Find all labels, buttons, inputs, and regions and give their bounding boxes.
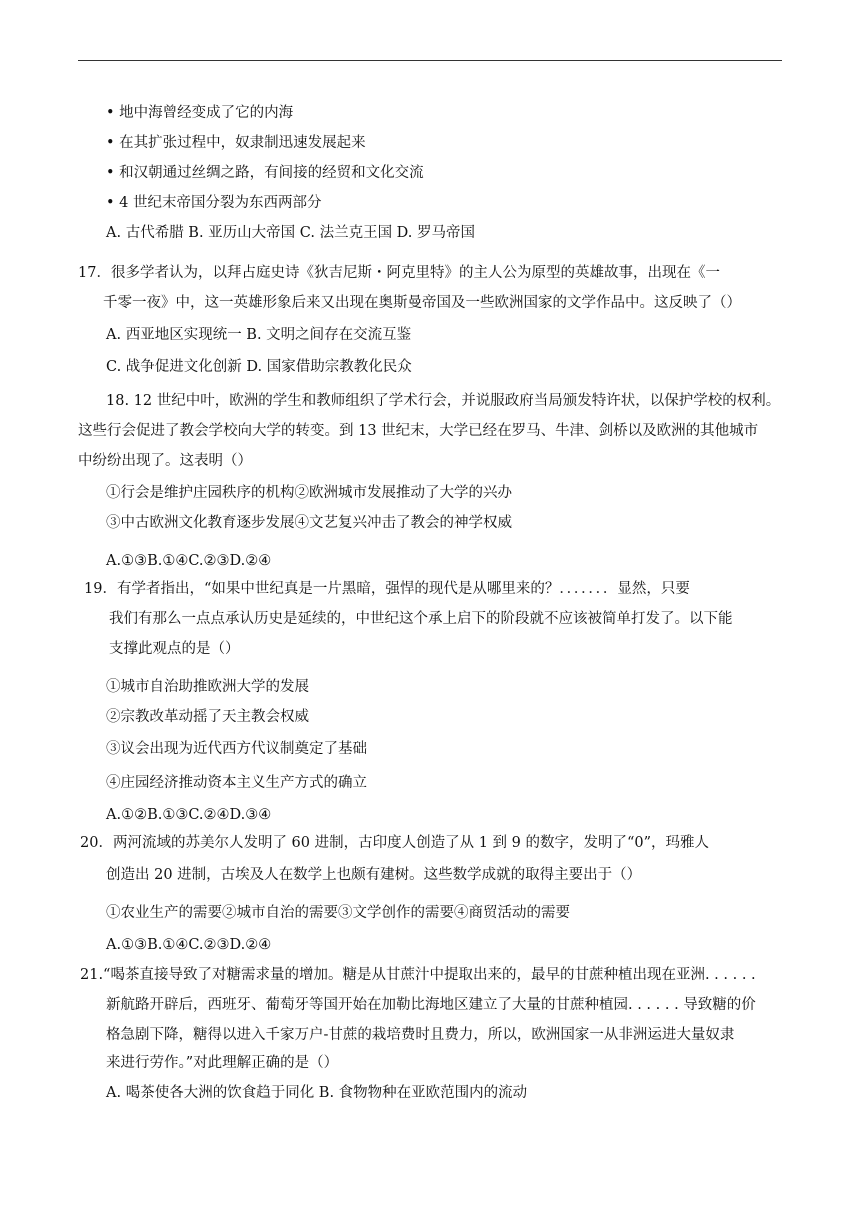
q17-stem-line-2: 千零一夜》中，这一英雄形象后来又出现在奥斯曼帝国及一些欧洲国家的文学作品中。这反映了（） xyxy=(103,295,741,311)
q19-item-4: ④庄园经济推动资本主义生产方式的确立 xyxy=(106,775,367,791)
q19-item-1: ①城市自治助推欧洲大学的发展 xyxy=(106,679,309,695)
q19-stem-line-3: 支撑此观点的是（） xyxy=(109,641,240,657)
q21-stem-line-1: 21.“喝茶直接导致了对糖需求量的增加。糖是从甘蔗汁中提取出来的，最早的甘蔗种植出现在亚洲. . . . . . xyxy=(80,967,756,983)
q19-stem-line-2: 我们有那么一点点承认历史是延续的，中世纪这个承上启下的阶段就不应该被简单打发了。以下能 xyxy=(109,611,733,627)
q21-options-ab: A. 喝茶使各大洲的饮食趋于同化 B. 食物物种在亚欧范围内的流动 xyxy=(106,1085,528,1101)
q16-bullet-3: • 和汉朝通过丝绸之路，有间接的经贸和文化交流 xyxy=(106,165,424,181)
q16-bullet-2: • 在其扩张过程中，奴隶制迅速发展起来 xyxy=(106,135,366,151)
q16-bullet-1: • 地中海曾经变成了它的内海 xyxy=(106,105,294,121)
q16-bullet-4: • 4 世纪末帝国分裂为东西两部分 xyxy=(106,195,322,211)
header-rule xyxy=(78,60,782,61)
q21-stem-line-4: 来进行劳作。”对此理解正确的是（） xyxy=(106,1055,339,1071)
q18-items-1: ①行会是维护庄园秩序的机构②欧洲城市发展推动了大学的兴办 xyxy=(106,485,512,501)
q21-stem-line-3: 格急剧下降，糖得以进入千家万户-甘蔗的栽培费时且费力，所以，欧洲国家一从非洲运进大量奴隶 xyxy=(106,1027,735,1043)
q19-item-2: ②宗教改革动摇了天主教会权威 xyxy=(106,709,309,725)
q20-stem-line-2: 创造出 20 进制，古埃及人在数学上也颇有建树。这些数学成就的取得主要出于（） xyxy=(106,867,642,883)
q20-options: A.①③B.①④C.②③D.②④ xyxy=(106,937,272,953)
q16-options: A. 古代希腊 B. 亚历山大帝国 C. 法兰克王国 D. 罗马帝国 xyxy=(106,225,476,241)
q19-options: A.①②B.①③C.②④D.③④ xyxy=(106,807,272,823)
q19-stem-line-1: 19．有学者指出，“如果中世纪真是一片黑暗，强悍的现代是从哪里来的？．．．．．．．显然，只要 xyxy=(84,581,690,597)
q20-stem-line-1: 20．两河流域的苏美尔人发明了 60 进制，古印度人创造了从 1 到 9 的数字，发明了“0”，玛雅人 xyxy=(80,835,710,851)
q17-stem-line-1: 17．很多学者认为，以拜占庭史诗《狄吉尼斯・阿克里特》的主人公为原型的英雄故事，出现在《一 xyxy=(78,265,720,281)
q17-options-ab: A. 西亚地区实现统一 B. 文明之间存在交流互鉴 xyxy=(106,327,412,343)
q17-options-cd: C. 战争促进文化创新 D. 国家借助宗教教化民众 xyxy=(106,359,412,375)
q18-stem-line-3: 中纷纷出现了。这表明（） xyxy=(78,453,252,469)
q18-items-2: ③中古欧洲文化教育逐步发展④文艺复兴冲击了教会的神学权威 xyxy=(106,515,512,531)
q18-options: A.①③B.①④C.②③D.②④ xyxy=(106,553,272,569)
q19-item-3: ③议会出现为近代西方代议制奠定了基础 xyxy=(106,741,367,757)
q18-stem-line-1: 18. 12 世纪中叶，欧洲的学生和教师组织了学术行会，并说服政府当局颁发特许状，以保护学校的权利。 xyxy=(106,393,781,409)
q21-stem-line-2: 新航路开辟后，西班牙、葡萄牙等国开始在加勒比海地区建立了大量的甘蔗种植园. . . . . . 导致糖的价 xyxy=(106,997,756,1013)
q20-items: ①农业生产的需要②城市自治的需要③文学创作的需要④商贸活动的需要 xyxy=(106,905,570,921)
q18-stem-line-2: 这些行会促进了教会学校向大学的转变。到 13 世纪末，大学已经在罗马、牛津、剑桥以及欧洲的其他城市 xyxy=(78,423,759,439)
